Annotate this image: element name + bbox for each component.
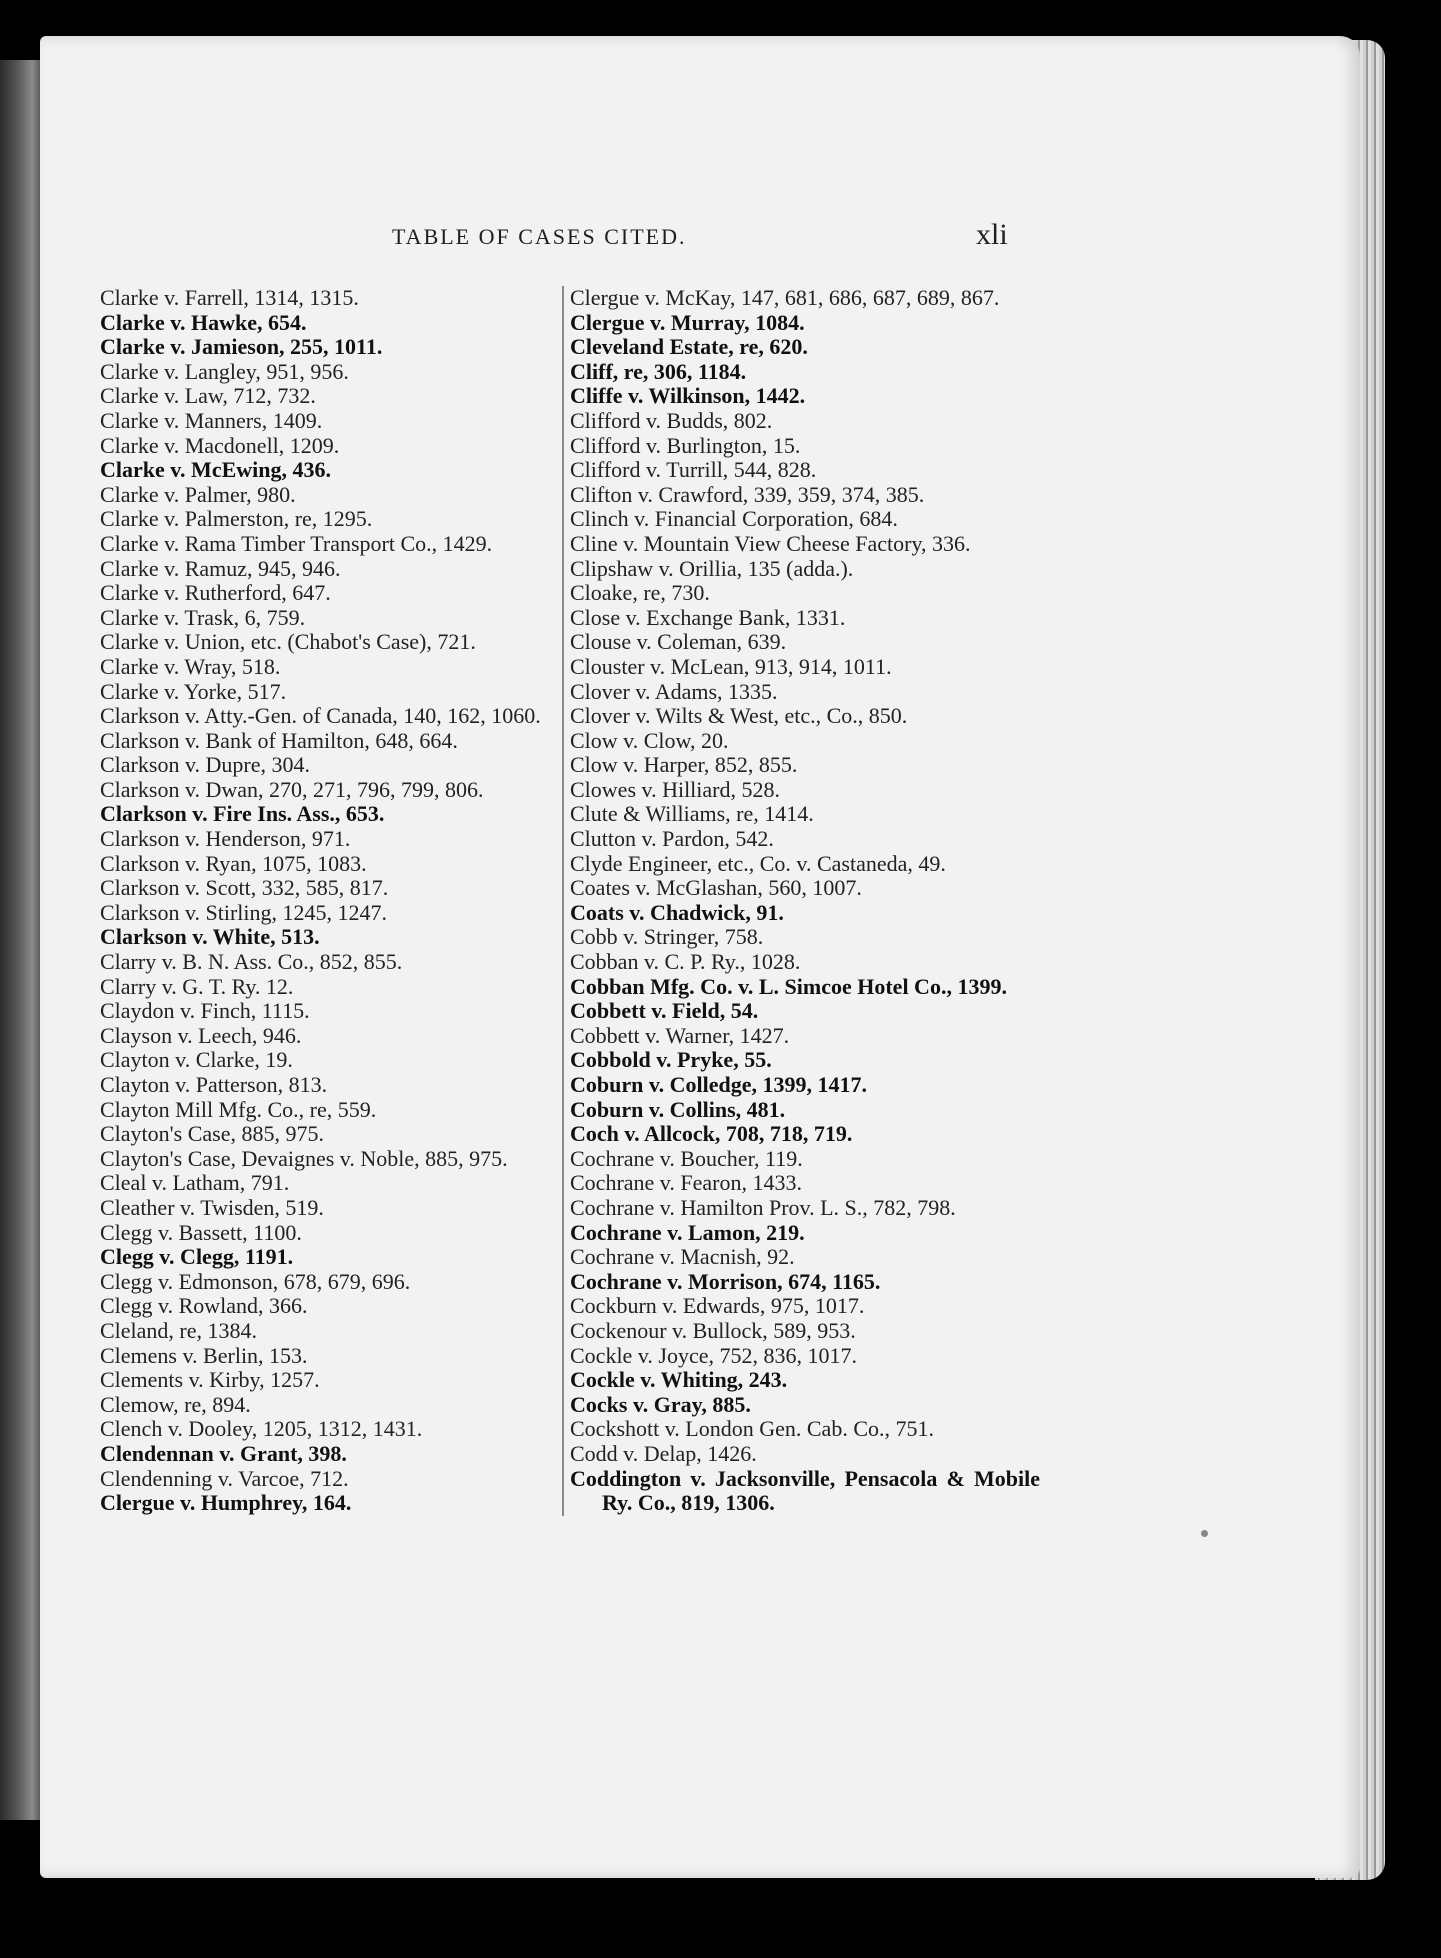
case-entry: Clayton's Case, 885, 975.	[100, 1121, 324, 1147]
case-entry: Claydon v. Finch, 1115.	[100, 998, 310, 1024]
case-entry: Clarkson v. Ryan, 1075, 1083.	[100, 850, 367, 876]
case-entry: Clarkson v. White, 513.	[100, 924, 320, 950]
case-entry: Clinch v. Financial Corporation, 684.	[570, 506, 898, 532]
case-entry: Clarke v. Hawke, 654.	[100, 309, 307, 335]
case-entry: Clendenning v. Varcoe, 712.	[100, 1465, 349, 1491]
case-entry: Clarkson v. Henderson, 971.	[100, 826, 351, 852]
case-entry: Clouster v. McLean, 913, 914, 1011.	[570, 653, 892, 679]
case-entry: Clover v. Adams, 1335.	[570, 678, 778, 704]
case-entry: Coburn v. Colledge, 1399, 1417.	[570, 1072, 868, 1097]
case-entry: Coates v. McGlashan, 560, 1007.	[570, 875, 862, 901]
page-header	[0, 218, 1441, 258]
case-entry: Codd v. Delap, 1426.	[570, 1440, 757, 1466]
case-entry: Clarkson v. Bank of Hamilton, 648, 664.	[100, 727, 458, 753]
case-entry: Coburn v. Collins, 481.	[570, 1096, 786, 1122]
case-entry: Clayson v. Leech, 946.	[100, 1022, 302, 1048]
case-entry: Clench v. Dooley, 1205, 1312, 1431.	[100, 1416, 423, 1442]
case-entry: Clarke v. Ramuz, 945, 946.	[100, 555, 341, 581]
case-entry: Clayton's Case, Devaignes v. Noble, 885, 975.	[100, 1145, 508, 1171]
case-entry: Cochrane v. Boucher, 119.	[570, 1145, 803, 1171]
case-entry: Clergue v. Murray, 1084.	[570, 309, 805, 335]
case-entry: Cochrane v. Morrison, 674, 1165.	[570, 1268, 881, 1294]
case-entry: Close v. Exchange Bank, 1331.	[570, 604, 846, 630]
case-entry: Coch v. Allcock, 708, 718, 719.	[570, 1121, 853, 1147]
case-entry: Clarkson v. Dwan, 270, 271, 796, 799, 806.	[100, 776, 484, 802]
case-entry: Clemens v. Berlin, 153.	[100, 1342, 308, 1368]
case-entry: Clarkson v. Stirling, 1245, 1247.	[100, 899, 388, 925]
case-entry: Cobbold v. Pryke, 55.	[570, 1047, 772, 1073]
case-entry: Coddington v. Jacksonville, Pensacola & Mobile Ry. Co., 819, 1306.	[570, 1465, 1040, 1516]
case-entry: Clarke v. Jamieson, 255, 1011.	[100, 334, 383, 360]
case-entry: Clarke v. Wray, 518.	[100, 653, 281, 679]
case-entry: Clowes v. Hilliard, 528.	[570, 776, 780, 802]
case-entry: Clarke v. Union, etc. (Chabot's Case), 721.	[100, 629, 476, 655]
case-entry: Clutton v. Pardon, 542.	[570, 826, 774, 852]
case-entry: Cobbett v. Field, 54.	[570, 998, 759, 1024]
case-entry: Cloake, re, 730.	[570, 580, 710, 606]
case-entry: Clegg v. Bassett, 1100.	[100, 1219, 302, 1245]
case-entry: Clow v. Harper, 852, 855.	[570, 752, 798, 778]
case-entry: Cobbett v. Warner, 1427.	[570, 1022, 790, 1048]
case-entry: Cochrane v. Fearon, 1433.	[570, 1170, 802, 1196]
case-entry: Clarke v. Law, 712, 732.	[100, 383, 316, 409]
case-entry: Clifford v. Turrill, 544, 828.	[570, 457, 817, 483]
case-entry: Cleland, re, 1384.	[100, 1317, 258, 1343]
case-entry: Clarke v. Rama Timber Transport Co., 1429.	[100, 530, 493, 556]
case-entry: Cleather v. Twisden, 519.	[100, 1194, 324, 1220]
case-entry: Clipshaw v. Orillia, 135 (adda.).	[570, 555, 854, 581]
case-entry: Clegg v. Rowland, 366.	[100, 1293, 308, 1319]
case-entry: Clegg v. Edmonson, 678, 679, 696.	[100, 1268, 411, 1294]
case-entry: Cleveland Estate, re, 620.	[570, 334, 808, 360]
case-entry: Clyde Engineer, etc., Co. v. Castaneda, 49.	[570, 850, 946, 876]
case-entry: Clarkson v. Fire Ins. Ass., 653.	[100, 801, 385, 827]
case-entry: Clarke v. Macdonell, 1209.	[100, 432, 340, 458]
case-entry: Coats v. Chadwick, 91.	[570, 899, 784, 925]
case-entry: Clouse v. Coleman, 639.	[570, 629, 787, 655]
case-entry: Clemow, re, 894.	[100, 1391, 251, 1417]
case-entry: Cline v. Mountain View Cheese Factory, 336.	[570, 530, 971, 556]
case-entry: Clarke v. Yorke, 517.	[100, 678, 287, 704]
case-entry: Cliff, re, 306, 1184.	[570, 358, 747, 384]
case-entry: Clarke v. Trask, 6, 759.	[100, 604, 306, 630]
left-column	[100, 286, 545, 1516]
running-title: TABLE OF CASES CITED.	[392, 224, 687, 249]
case-entry: Clarke v. Palmerston, re, 1295.	[100, 506, 373, 532]
case-entry: Cockenour v. Bullock, 589, 953.	[570, 1317, 856, 1343]
case-entry: Clayton Mill Mfg. Co., re, 559.	[100, 1096, 377, 1122]
case-entry: Clarke v. Farrell, 1314, 1315.	[100, 285, 359, 310]
case-entry: Cockburn v. Edwards, 975, 1017.	[570, 1293, 865, 1319]
case-entry: Cobban Mfg. Co. v. L. Simcoe Hotel Co., 1399.	[570, 973, 1007, 999]
case-entry: Clarke v. McEwing, 436.	[100, 457, 331, 483]
case-entry: Clarke v. Manners, 1409.	[100, 407, 323, 433]
case-entry: Clarke v. Langley, 951, 956.	[100, 358, 349, 384]
right-column	[562, 286, 1040, 1516]
case-entry: Cockshott v. London Gen. Cab. Co., 751.	[570, 1416, 934, 1442]
case-entry: Clayton v. Patterson, 813.	[100, 1072, 328, 1097]
case-entry: Cleal v. Latham, 791.	[100, 1170, 290, 1196]
case-entry: Clarkson v. Atty.-Gen. of Canada, 140, 162, 1060.	[100, 703, 541, 729]
case-entry: Cochrane v. Lamon, 219.	[570, 1219, 805, 1245]
case-entry: Clergue v. Humphrey, 164.	[100, 1490, 352, 1516]
case-entry: Clarke v. Palmer, 980.	[100, 481, 296, 507]
case-entry: Clarry v. G. T. Ry. 12.	[100, 973, 294, 999]
case-entry: Cobban v. C. P. Ry., 1028.	[570, 949, 801, 975]
case-entry: Clute & Williams, re, 1414.	[570, 801, 814, 827]
case-entry: Clarke v. Rutherford, 647.	[100, 580, 331, 606]
case-entry: Clergue v. McKay, 147, 681, 686, 687, 689, 867.	[570, 285, 1000, 310]
case-entry: Clifford v. Budds, 802.	[570, 407, 773, 433]
page-number: xli	[976, 218, 1008, 251]
case-entry: Clifford v. Burlington, 15.	[570, 432, 801, 458]
case-entry: Clarkson v. Dupre, 304.	[100, 752, 310, 778]
case-entry: Cockle v. Whiting, 243.	[570, 1367, 788, 1393]
case-entry: Clayton v. Clarke, 19.	[100, 1047, 293, 1073]
case-entry: Clegg v. Clegg, 1191.	[100, 1244, 294, 1270]
case-entry: Clifton v. Crawford, 339, 359, 374, 385.	[570, 481, 925, 507]
case-entry: Clarry v. B. N. Ass. Co., 852, 855.	[100, 949, 403, 975]
case-entry: Cockle v. Joyce, 752, 836, 1017.	[570, 1342, 857, 1368]
case-entry: Clendennan v. Grant, 398.	[100, 1440, 347, 1466]
case-entry: Clarkson v. Scott, 332, 585, 817.	[100, 875, 389, 901]
case-entry: Cochrane v. Hamilton Prov. L. S., 782, 798.	[570, 1194, 956, 1220]
case-entry: Cocks v. Gray, 885.	[570, 1391, 751, 1417]
case-entry: Cochrane v. Macnish, 92.	[570, 1244, 795, 1270]
case-entry: Clover v. Wilts & West, etc., Co., 850.	[570, 703, 908, 729]
case-entry: Clow v. Clow, 20.	[570, 727, 729, 753]
case-entry: Clements v. Kirby, 1257.	[100, 1367, 320, 1393]
case-entry: Cobb v. Stringer, 758.	[570, 924, 764, 950]
case-entry: Cliffe v. Wilkinson, 1442.	[570, 383, 806, 409]
page-speck	[1201, 1530, 1208, 1537]
